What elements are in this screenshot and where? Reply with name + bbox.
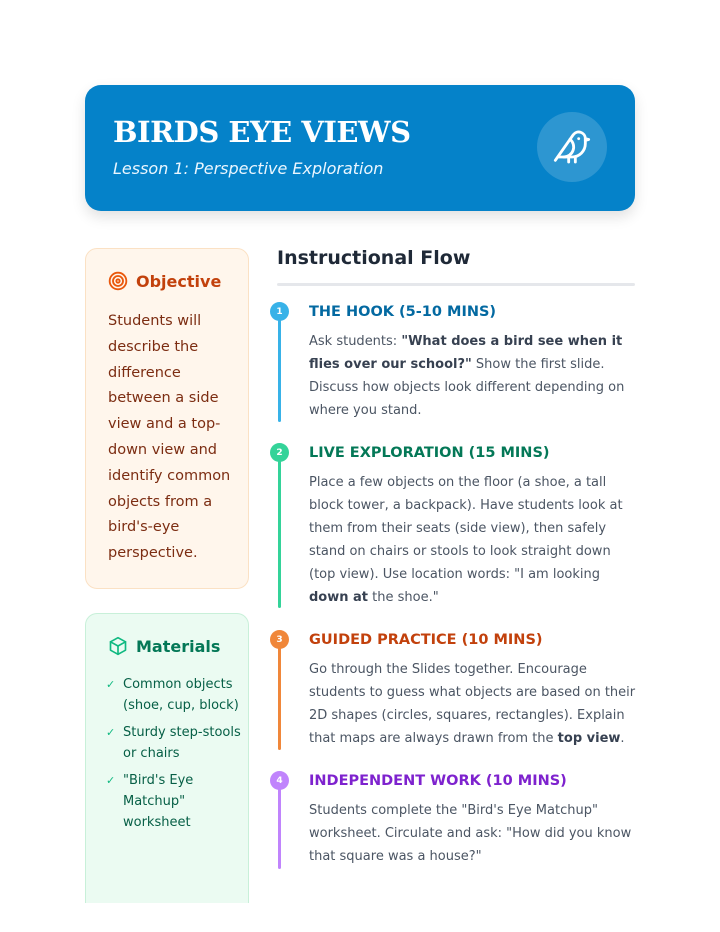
check-icon: ✓ [106,774,116,787]
step-title: LIVE EXPLORATION (15 MINS) [309,445,550,461]
step-number-badge: 2 [270,443,289,462]
material-label: Common objects (shoe, cup, block) [123,677,239,713]
step-title: GUIDED PRACTICE (10 MINS) [309,632,543,648]
step-timeline-line [278,453,281,608]
step-number-badge: 1 [270,302,289,321]
materials-card [85,613,249,903]
objective-card [85,248,249,589]
materials-header [108,636,220,656]
cube-icon [108,636,128,656]
target-icon [108,271,128,291]
materials-title: Materials [136,636,221,656]
step-title: THE HOOK (5-10 MINS) [309,304,497,320]
objective-title: Objective [136,271,222,291]
step-timeline-line [278,640,281,750]
flow-step-1 [270,302,640,424]
lesson-header [85,85,635,211]
check-icon: ✓ [106,726,116,739]
material-label: Sturdy step-stools or chairs [123,725,241,761]
step-body: Go through the Slides together. Encourage students to guess what objects are based on their 2D shapes (circles, squares, rectangles). Explain that maps are always drawn from the top view. [309,662,636,746]
list-item [106,674,246,716]
step-body: Place a few objects on the floor (a shoe, a tall block tower, a backpack). Have students look at them from their seats (side view), then safely stand on chairs or stools to look straight down (top view). Use location words: "I am looking down at the shoe." [309,475,623,605]
flow-step-4 [270,771,640,871]
objective-text: Students will describe the difference between a side view and a top-down view and identify common objects from a bird's-eye perspective. [108,313,231,562]
flow-divider [277,283,635,286]
list-item [106,722,246,764]
materials-list [106,674,246,839]
step-number-badge: 4 [270,771,289,790]
flow-step-2 [270,443,640,613]
bird-badge [537,112,607,182]
step-body: Students complete the "Bird's Eye Matchup" worksheet. Circulate and ask: "How did you know that square was a house?" [309,803,632,864]
step-timeline-line [278,781,281,869]
lesson-title: BIRDS EYE VIEWS [113,115,411,149]
step-timeline-line [278,312,281,422]
lesson-subtitle: Lesson 1: Perspective Exploration [113,159,384,178]
check-icon: ✓ [106,678,116,691]
step-title: INDEPENDENT WORK (10 MINS) [309,773,567,789]
list-item [106,770,246,833]
step-body: Ask students: "What does a bird see when it flies over our school?" Show the first slide. Discuss how objects look different depending on where you stand. [309,334,625,418]
objective-header [108,271,221,291]
flow-step-3 [270,630,640,752]
step-number-badge: 3 [270,630,289,649]
material-label: "Bird's Eye Matchup" worksheet [123,773,194,830]
flow-title: Instructional Flow [277,247,471,269]
bird-icon [552,127,592,167]
